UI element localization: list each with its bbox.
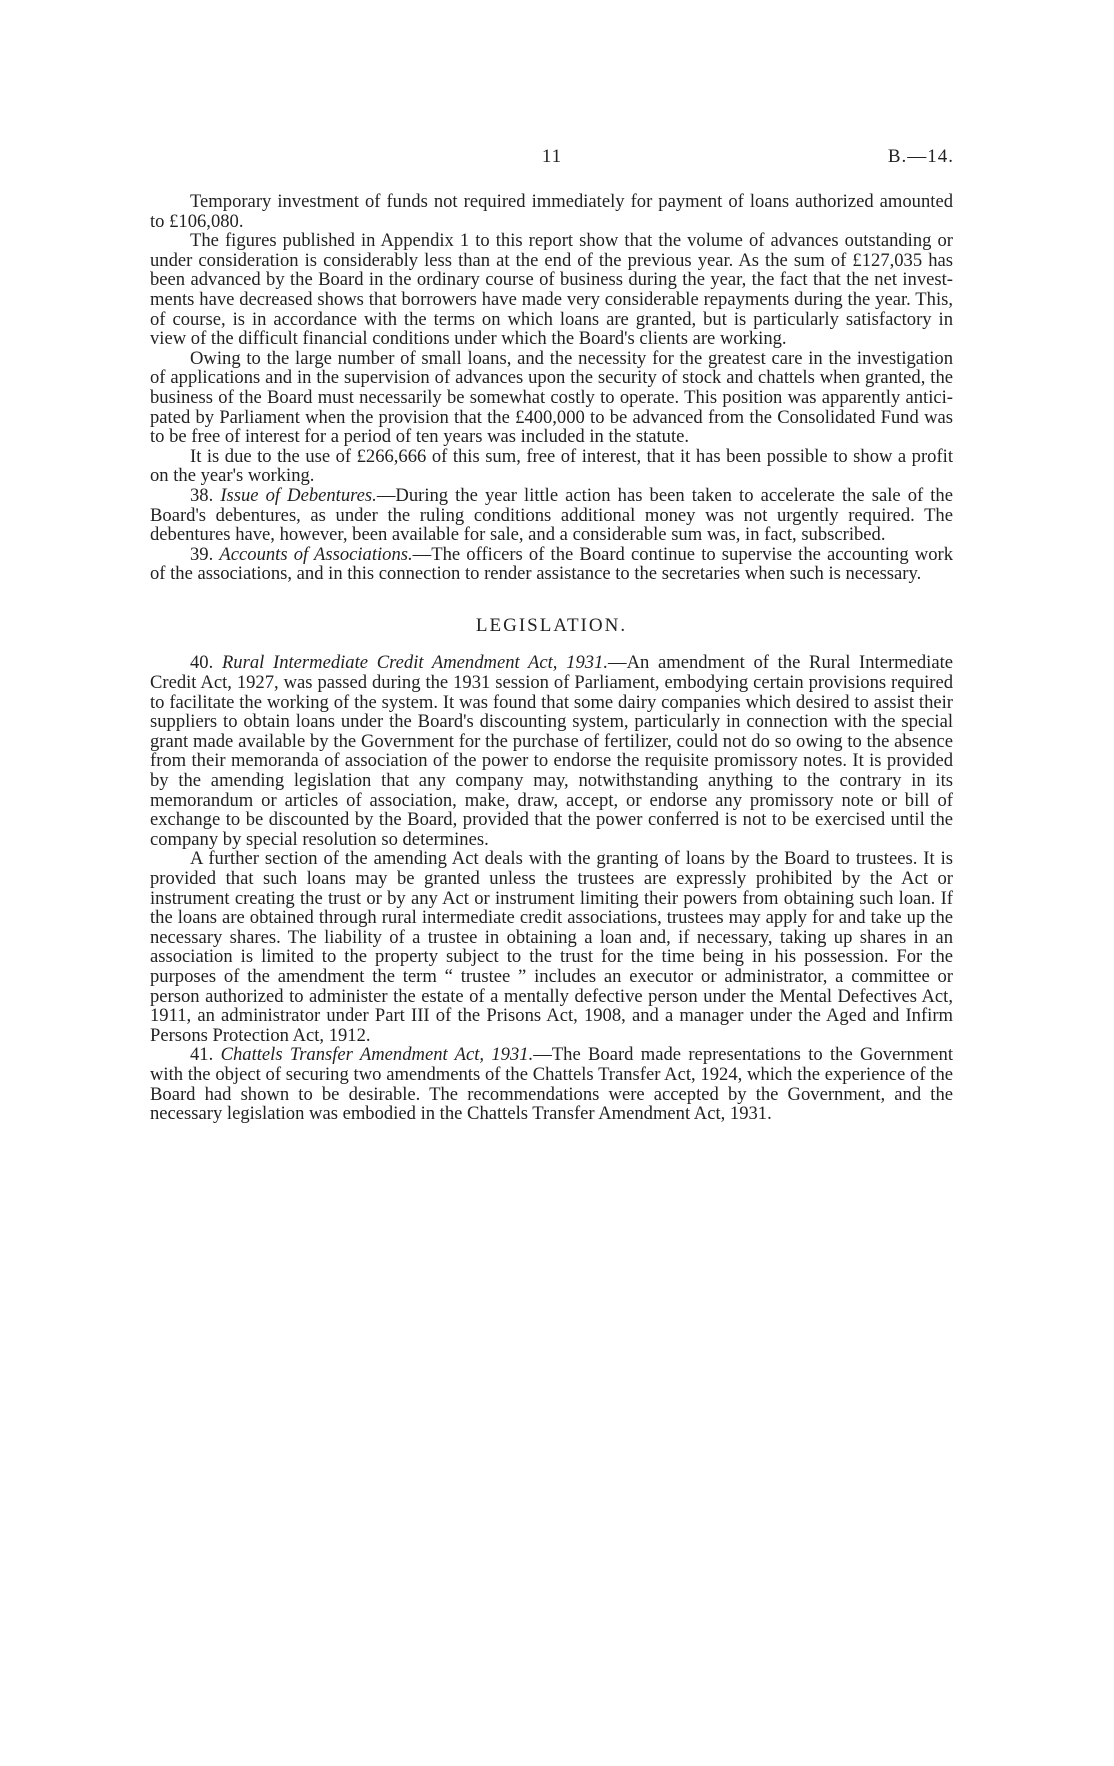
paragraph-figures-appendix: The figures published in Appendix 1 to this report show that the volume of advances outstanding or under consideration is considerably less than at the end of the previous year. As the sum of £127,035 has been advanced by the Board in the ordinary course of business during the year, the fact that the net investments have decreased shows that borrowers have made very considerable repayments during the year. This, of course, is in accordance with the terms on which loans are granted, but is particularly satisfactory in view of the difficult financial conditions under which the Board's clients are working.	[150, 230, 953, 350]
section-number: 41.	[190, 1044, 214, 1066]
paragraph-interest-free: It is due to the use of £266,666 of this sum, free of interest, that it has been possible to show a profit on the year's working.	[150, 445, 953, 487]
paragraph-38-debentures: 38. Issue of Debentures.—During the year little action has been taken to accelerate the sale of the Board's debentures, as under the ruling conditions additional money was not urgently required. The debentures have, however, been available for sale, and a considerable sum was, in fact, subscribed.	[150, 484, 953, 546]
paragraph-41-chattels: 41. Chattels Transfer Amendment Act, 1931.—The Board made representations to the Government with the object of securing two amendments of the Chattels Transfer Act, 1924, which the experience of the Board had shown to be desirable. The recommendations were accepted by the Government, and the necessary legislation was embodied in the Chattels Transfer Amendment Act, 1931.	[150, 1044, 953, 1125]
section-heading-legislation: LEGISLATION.	[475, 614, 628, 636]
paragraph-39-accounts: 39. Accounts of Associations.—The officers of the Board continue to supervise the accounting work of the associations, and in this connection to render assistance to the secretaries when such is necessary.	[150, 543, 953, 585]
paragraph-temporary-investment: Temporary investment of funds not required immediately for payment of loans authorized amounted to £106,080.	[150, 191, 953, 232]
paragraph-small-loans: Owing to the large number of small loans, and the necessity for the greatest care in the investigation of applications and in the supervision of advances upon the security of stock and chattels when granted, the business of the Board must necessarily be somewhat costly to operate. This position was apparently anticipated by Parliament when the provision that the £400,000 to be advanced from the Consolidated Fund was to be free of interest for a period of ten years was included in the statute.	[150, 347, 953, 448]
paragraph-title: Accounts of Associations.	[219, 543, 413, 565]
paragraph-title: Issue of Debentures.	[220, 484, 377, 506]
document-reference: B.—14.	[887, 146, 954, 167]
page-header	[150, 146, 954, 170]
body-text	[150, 192, 953, 1124]
page-number: 11	[541, 146, 563, 167]
paragraph-title: Rural Intermediate Credit Amendment Act, 1931.	[221, 652, 608, 674]
paragraph-trustees: A further section of the amending Act deals with the granting of loans by the Board to trustees. It is provided that such loans may be granted unless the trustees are expressly prohibited by the Act or instrument creating the trust or by any Act or instrument limiting their powers from obtaining such loan. If the loans are obtained through rural intermediate credit associations, trustees may apply for and take up the necessary shares. The liability of a trustee in obtaining a loan and, if necessary, taking up shares in an association is limited to the property subject to the trust for the time being in his possession. For the purposes of the amendment the term “ trustee ” includes an executor or administrator, a committee or person authorized to administer the estate of a mentally defective person under the Mental Defectives Act, 1911, an administrator under Part III of the Prisons Act, 1908, and a manager under the Aged and Infirm Persons Protection Act, 1912.	[150, 848, 953, 1046]
paragraph-40-rural-credit: 40. Rural Intermediate Credit Amendment Act, 1931.—An amendment of the Rural Intermediate Credit Act, 1927, was passed during the 1931 session of Parliament, embodying certain provisions required to facilitate the working of the system. It was found that some dairy companies which desired to assist their suppliers to obtain loans under the Board's discounting system, particularly in connection with the special grant made available by the Government for the purchase of fertilizer, could not do so owing to the absence from their memoranda of association of the power to endorse the requisite promissory notes. It is provided by the amending legislation that any company may, notwithstanding anything to the contrary in its memorandum or articles of association, make, draw, accept, or endorse any promissory note or bill of exchange to be discounted by the Board, provided that the power conferred is not to be exercised until the company by special resolution so determines.	[150, 652, 954, 850]
section-number: 39.	[190, 543, 214, 565]
section-number: 40.	[190, 652, 214, 674]
section-number: 38.	[190, 484, 214, 506]
paragraph-title: Chattels Transfer Amendment Act, 1931.	[220, 1044, 534, 1066]
